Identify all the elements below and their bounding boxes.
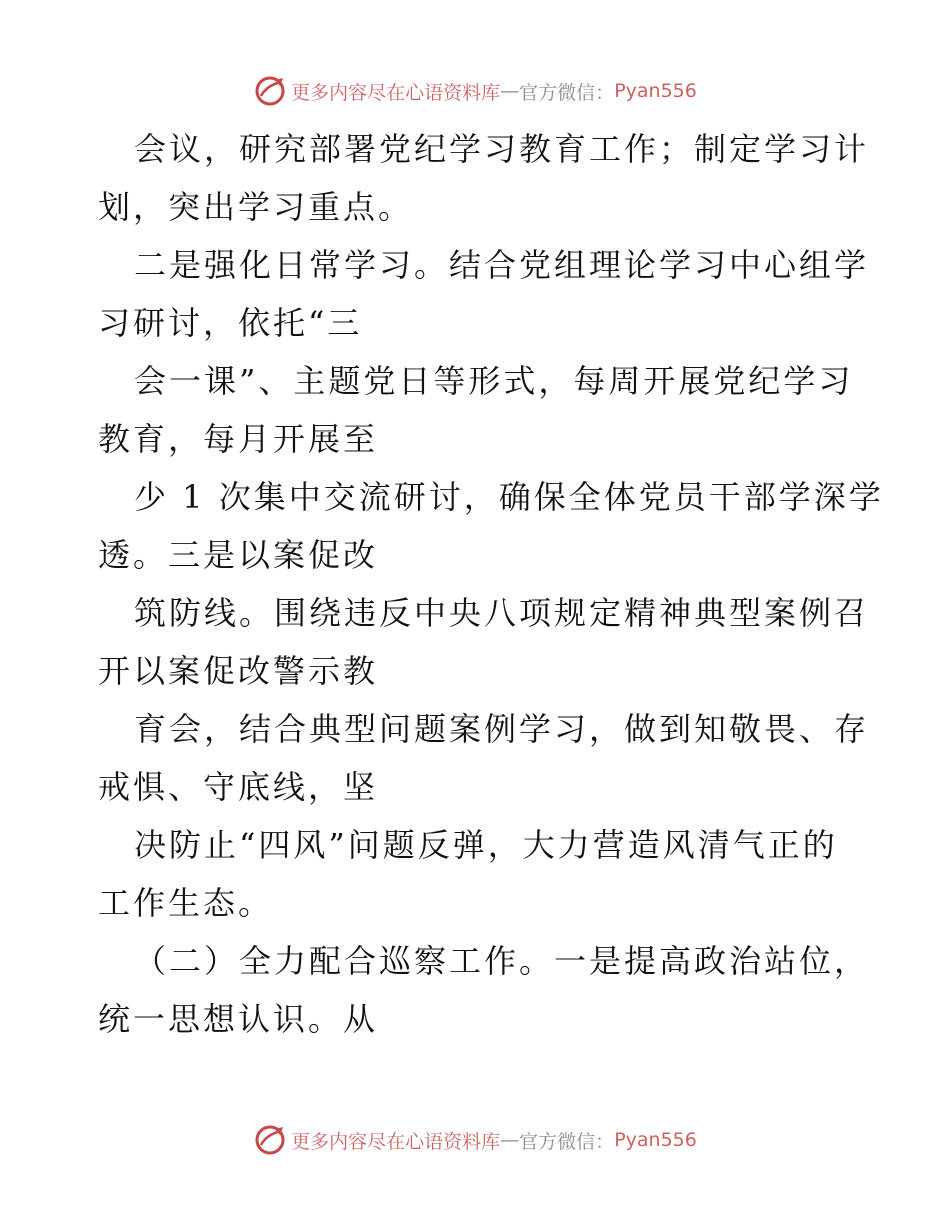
text-line: 会议，研究部署党纪学习教育工作；制定学习计: [134, 130, 870, 168]
text-line: 会一课”、主题党日等形式，每周开展党纪学习: [134, 362, 854, 400]
text-line: 决防止“四风”问题反弹，大力营造风清气正的: [134, 826, 838, 864]
text-line: 工作生态。: [98, 884, 274, 922]
watermark-wechat-label: 官方微信：: [519, 81, 615, 104]
pen-circle-icon: [253, 1123, 287, 1157]
text-line: 开以案促改警示教: [98, 652, 379, 690]
watermark-dash: —: [500, 1129, 520, 1151]
watermark-brand: 更多内容尽在心语资料库: [291, 1130, 501, 1153]
text-line: 教育，每月开展至: [98, 420, 379, 458]
pen-circle-icon: [253, 74, 287, 108]
watermark-wechat-id: Pyan556: [614, 1129, 697, 1151]
text-line: 透。三是以案促改: [98, 536, 379, 574]
header-watermark: [0, 71, 950, 111]
text-line: 统一思想认识。从: [98, 1000, 379, 1038]
text-line: 划，突出学习重点。: [98, 188, 414, 226]
watermark-wechat-id: Pyan556: [614, 80, 697, 102]
footer-watermark: [0, 1120, 950, 1160]
text-line: 二是强化日常学习。结合党组理论学习中心组学: [134, 246, 870, 284]
document-body: [98, 120, 884, 1048]
watermark-brand: 更多内容尽在心语资料库: [291, 81, 501, 104]
text-line: 少 1 次集中交流研讨，确保全体党员干部学深学: [134, 478, 884, 516]
watermark-dash: —: [500, 80, 520, 102]
text-line: （二）全力配合巡察工作。一是提高政治站位，: [134, 942, 870, 980]
text-line: 戒惧、守底线，坚: [98, 768, 379, 806]
text-line: 育会，结合典型问题案例学习，做到知敬畏、存: [134, 710, 870, 748]
text-line: 筑防线。围绕违反中央八项规定精神典型案例召: [134, 594, 870, 632]
watermark-wechat-label: 官方微信：: [519, 1130, 615, 1153]
text-line: 习研讨，依托“三: [98, 304, 363, 342]
